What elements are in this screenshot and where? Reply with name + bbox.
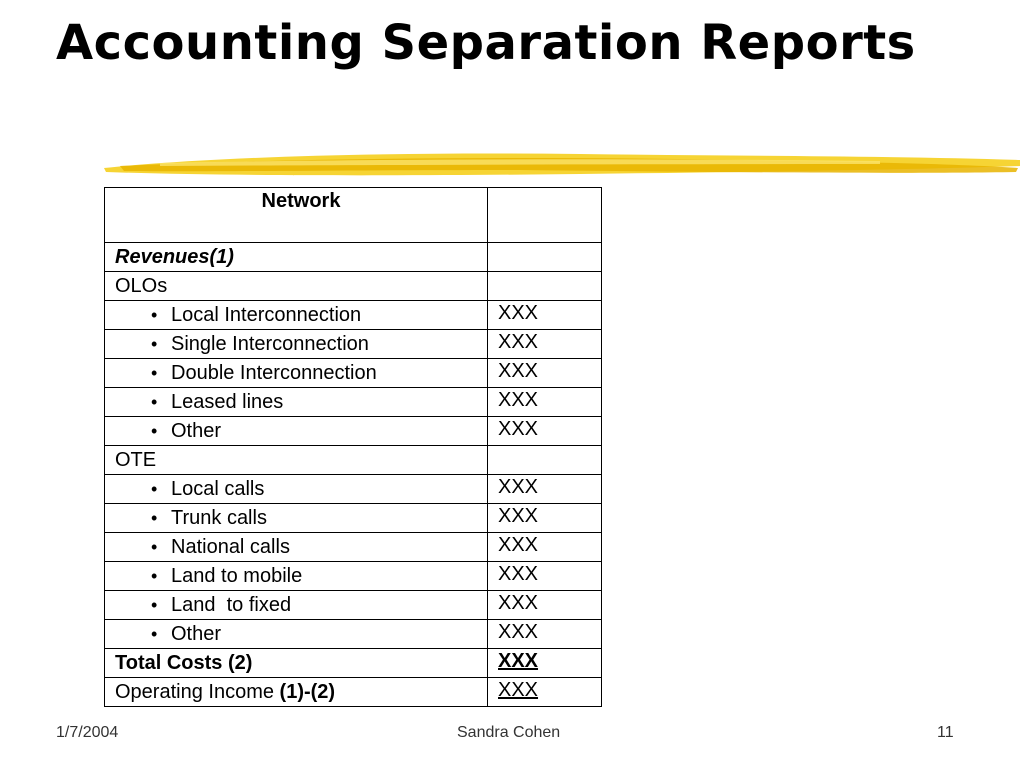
table-row bbox=[105, 243, 602, 272]
table-row bbox=[105, 591, 602, 620]
table-row bbox=[105, 620, 602, 649]
table-row bbox=[105, 417, 602, 446]
item-label: Local calls bbox=[171, 477, 265, 500]
item-label: Leased lines bbox=[171, 390, 284, 413]
item-label: National calls bbox=[171, 535, 290, 558]
network-header: Network bbox=[261, 190, 341, 212]
item-label: Land to mobile bbox=[171, 564, 303, 587]
item-label: Other bbox=[171, 622, 222, 645]
bullet-icon: • bbox=[151, 304, 158, 325]
operating-income-row bbox=[105, 678, 602, 707]
operating-income-value: XXX bbox=[498, 679, 539, 701]
table-row bbox=[105, 562, 602, 591]
table-row bbox=[105, 330, 602, 359]
bullet-icon: • bbox=[151, 391, 158, 412]
bullet-icon: • bbox=[151, 623, 158, 644]
total-costs-row bbox=[105, 649, 602, 678]
item-label-cell bbox=[105, 591, 488, 620]
section-row-ote bbox=[105, 446, 602, 475]
item-label-cell bbox=[105, 388, 488, 417]
item-label-cell bbox=[105, 475, 488, 504]
table-row bbox=[105, 475, 602, 504]
revenues-value-cell bbox=[488, 243, 602, 272]
item-value: XXX bbox=[488, 301, 602, 330]
bullet-icon: • bbox=[151, 420, 158, 441]
table-row bbox=[105, 533, 602, 562]
item-value: XXX bbox=[488, 417, 602, 446]
bullet-icon: • bbox=[151, 536, 158, 557]
operating-income-value-cell bbox=[488, 678, 602, 707]
item-label-cell bbox=[105, 562, 488, 591]
item-label-cell bbox=[105, 620, 488, 649]
item-label: Land to fixed bbox=[171, 593, 292, 616]
section-label: OLOs bbox=[105, 272, 488, 301]
bullet-icon: • bbox=[151, 507, 158, 528]
item-label-cell bbox=[105, 504, 488, 533]
footer-author: Sandra Cohen bbox=[457, 724, 561, 741]
item-label: Local Interconnection bbox=[171, 303, 362, 326]
table-row bbox=[105, 359, 602, 388]
operating-income-label-cell bbox=[105, 678, 488, 707]
item-label: Other bbox=[171, 419, 222, 442]
bullet-icon: • bbox=[151, 362, 158, 383]
revenues-label bbox=[105, 243, 488, 272]
table-row bbox=[105, 301, 602, 330]
total-costs-label: Total Costs (2) bbox=[105, 649, 488, 678]
revenues-text: Revenues(1) bbox=[115, 245, 234, 268]
total-costs-value-cell bbox=[488, 649, 602, 678]
section-value-cell bbox=[488, 272, 602, 301]
item-label-cell bbox=[105, 533, 488, 562]
bullet-icon: • bbox=[151, 333, 158, 354]
section-row-olos bbox=[105, 272, 602, 301]
operating-income-formula: (1)-(2) bbox=[279, 680, 336, 703]
item-value: XXX bbox=[488, 504, 602, 533]
item-label-cell bbox=[105, 301, 488, 330]
total-costs-value: XXX bbox=[498, 650, 539, 672]
footer-date: 1/7/2004 bbox=[56, 724, 119, 741]
item-value: XXX bbox=[488, 388, 602, 417]
bullet-icon: • bbox=[151, 565, 158, 586]
table-row bbox=[105, 504, 602, 533]
slide-title: Accounting Separation Reports bbox=[56, 15, 916, 71]
item-label: Single Interconnection bbox=[171, 332, 369, 355]
bullet-icon: • bbox=[151, 594, 158, 615]
item-label: Double Interconnection bbox=[171, 361, 377, 384]
item-value: XXX bbox=[488, 562, 602, 591]
item-label-cell bbox=[105, 417, 488, 446]
header-cell bbox=[105, 188, 488, 243]
table-row bbox=[105, 388, 602, 417]
item-value: XXX bbox=[488, 533, 602, 562]
item-value: XXX bbox=[488, 591, 602, 620]
item-value: XXX bbox=[488, 620, 602, 649]
section-value-cell bbox=[488, 446, 602, 475]
item-label-cell bbox=[105, 330, 488, 359]
item-value: XXX bbox=[488, 359, 602, 388]
operating-income-label: Operating Income bbox=[115, 680, 274, 703]
footer-page-number: 11 bbox=[937, 724, 954, 741]
header-value-cell bbox=[488, 188, 602, 243]
item-label: Trunk calls bbox=[171, 506, 267, 529]
table-header-row bbox=[105, 188, 602, 243]
item-label-cell bbox=[105, 359, 488, 388]
bullet-icon: • bbox=[151, 478, 158, 499]
item-value: XXX bbox=[488, 475, 602, 504]
decorative-brush-stroke bbox=[100, 146, 1024, 186]
section-label: OTE bbox=[105, 446, 488, 475]
item-value: XXX bbox=[488, 330, 602, 359]
accounting-report-table bbox=[104, 187, 602, 707]
